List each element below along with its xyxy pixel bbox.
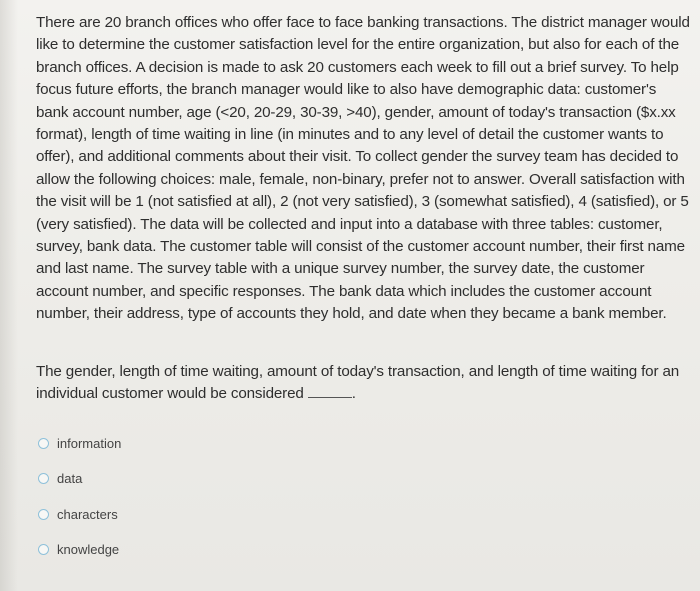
option-knowledge[interactable] [38,539,338,561]
radio-button-icon[interactable] [38,509,49,520]
option-label: information [57,435,122,451]
question-paragraph: There are 20 branch offices who offer face to face banking transactions. The district manager would like to determine the customer satisfaction level for the entire organization, but also for each of the branch offices. A decision is made to ask 20 customers each week to fill out a brief survey. To help focus future efforts, the branch manager would like to also have demographic data: customer's bank account number, age (<20, 20-29, 30-39, >40), gender, amount of today's transaction ($x.xx format), length of time waiting in line (in minutes and to any level of detail the customer wants to offer), and additional comments about their visit. To collect gender the survey team has decided to allow the following choices: male, female, non-binary, prefer not to answer. Overall satisfaction with the visit will be 1 (not satisfied at all), 2 (not very satisfied), 3 (somewhat satisfied), 4 (satisfied), or 5 (very satisfied). The data will be collected and input into a database with three tables: customer, survey, bank data. The customer table will consist of the customer account number, their first name and last name. The survey table with a unique survey number, the survey date, the customer account number, and specific responses. The bank data which includes the customer account number, their address, type of accounts they hold, and date when they became a bank member. [36,14,690,323]
option-characters[interactable] [38,503,338,525]
option-label: data [57,471,83,486]
question-prompt-end: . [351,385,356,403]
answer-blank [308,385,352,398]
page-edge-shadow [0,0,18,591]
option-data[interactable] [38,468,338,490]
question-prompt-text: The gender, length of time waiting, amount of today's transaction, and length of time waiting for an individual customer would be considered [36,363,680,403]
radio-button-icon[interactable] [38,438,49,449]
option-label: characters [57,506,118,522]
option-information[interactable] [38,432,338,454]
radio-button-icon[interactable] [38,544,49,555]
radio-button-icon[interactable] [38,473,49,484]
option-label: knowledge [57,542,120,557]
answer-options [38,432,338,574]
question-prompt [36,361,691,406]
